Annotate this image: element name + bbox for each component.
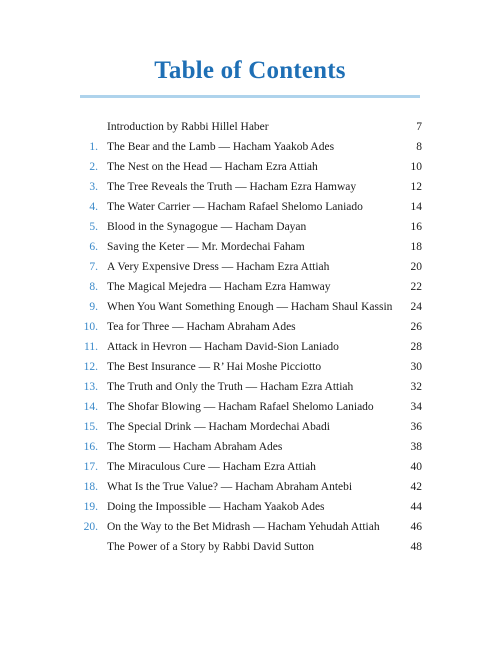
toc-entry-number: 10. — [83, 321, 98, 333]
toc-entry[interactable] — [0, 117, 500, 137]
toc-entry-title: The Shofar Blowing — Hacham Rafael Shelomo Laniado — [107, 401, 374, 413]
toc-entry-page: 42 — [410, 481, 422, 493]
toc-entry-title: Saving the Keter — Mr. Mordechai Faham — [107, 241, 305, 253]
toc-entry-number: 12. — [83, 361, 98, 373]
toc-entry-page: 46 — [410, 521, 422, 533]
toc-entry-page: 7 — [416, 121, 422, 133]
toc-entry-title: Introduction by Rabbi Hillel Haber — [107, 121, 269, 133]
toc-entry-page: 22 — [410, 281, 422, 293]
toc-entry[interactable] — [0, 377, 500, 397]
toc-entry-page: 18 — [410, 241, 422, 253]
toc-entry-number: 9. — [89, 301, 98, 313]
toc-entry-number: 8. — [89, 281, 98, 293]
toc-entry-title: The Bear and the Lamb — Hacham Yaakob Ades — [107, 141, 335, 153]
toc-entry-title: The Nest on the Head — Hacham Ezra Attiah — [107, 161, 318, 173]
toc-entry[interactable] — [0, 237, 500, 257]
toc-entry-number: 14. — [83, 401, 98, 413]
toc-entry-number: 11. — [84, 341, 98, 353]
toc-entry-page: 14 — [410, 201, 422, 213]
toc-entry-number: 17. — [83, 461, 98, 473]
toc-entry-number: 7. — [89, 261, 98, 273]
toc-entry[interactable] — [0, 277, 500, 297]
toc-entry-number: 5. — [89, 221, 98, 233]
toc-entry-number: 19. — [83, 501, 98, 513]
toc-entry-title: Attack in Hevron — Hacham David-Sion Laniado — [107, 341, 339, 353]
toc-entry-page: 36 — [410, 421, 422, 433]
toc-entry-title: Doing the Impossible — Hacham Yaakob Ades — [107, 501, 325, 513]
toc-entry[interactable] — [0, 437, 500, 457]
toc-entry-title: What Is the True Value? — Hacham Abraham Antebi — [107, 481, 353, 493]
toc-entry-number: 6. — [89, 241, 98, 253]
toc-entry-page: 12 — [410, 181, 422, 193]
toc-entry-number: 1. — [89, 141, 98, 153]
toc-entry-number: 3. — [89, 181, 98, 193]
toc-entry-title: The Tree Reveals the Truth — Hacham Ezra Hamway — [107, 181, 357, 193]
toc-entry[interactable] — [0, 177, 500, 197]
toc-entry-page: 40 — [410, 461, 422, 473]
toc-entry-title: The Best Insurance — R’ Hai Moshe Picciotto — [107, 361, 322, 373]
toc-entry[interactable] — [0, 257, 500, 277]
toc-entry-page: 26 — [410, 321, 422, 333]
toc-entry[interactable] — [0, 357, 500, 377]
toc-entry-page: 8 — [416, 141, 422, 153]
toc-entry-page: 16 — [410, 221, 422, 233]
toc-entry-page: 44 — [410, 501, 422, 513]
toc-entry-number: 2. — [89, 161, 98, 173]
toc-entry-title: When You Want Something Enough — Hacham Shaul Kassin — [107, 301, 393, 313]
toc-entry-title: A Very Expensive Dress — Hacham Ezra Attiah — [107, 261, 330, 273]
toc-entry-title: The Truth and Only the Truth — Hacham Ezra Attiah — [107, 381, 354, 393]
toc-entry-number: 4. — [89, 201, 98, 213]
toc-entry-title: Blood in the Synagogue — Hacham Dayan — [107, 221, 307, 233]
toc-entry-title: The Special Drink — Hacham Mordechai Abadi — [107, 421, 330, 433]
toc-entry[interactable] — [0, 337, 500, 357]
toc-entry-page: 48 — [410, 541, 422, 553]
toc-entry[interactable] — [0, 157, 500, 177]
toc-entry[interactable] — [0, 537, 500, 557]
toc-entry[interactable] — [0, 137, 500, 157]
toc-entry-page: 24 — [410, 301, 422, 313]
toc-entry-title: The Miraculous Cure — Hacham Ezra Attiah — [107, 461, 316, 473]
toc-entry-title: On the Way to the Bet Midrash — Hacham Yehudah Attiah — [107, 521, 380, 533]
toc-entry-page: 32 — [410, 381, 422, 393]
toc-entry-number: 13. — [83, 381, 98, 393]
toc-entry-page: 10 — [410, 161, 422, 173]
toc-entry[interactable] — [0, 497, 500, 517]
toc-entry-page: 20 — [410, 261, 422, 273]
toc-entry-number: 16. — [83, 441, 98, 453]
toc-entry-page: 30 — [410, 361, 422, 373]
toc-entry-number: 18. — [83, 481, 98, 493]
toc-entry-title: The Magical Mejedra — Hacham Ezra Hamway — [107, 281, 331, 293]
toc-entry[interactable] — [0, 217, 500, 237]
title-divider — [80, 95, 420, 98]
toc-entry-number: 20. — [83, 521, 98, 533]
toc-entry[interactable] — [0, 457, 500, 477]
toc-entry-title: The Water Carrier — Hacham Rafael Shelomo Laniado — [107, 201, 363, 213]
toc-entry[interactable] — [0, 297, 500, 317]
toc-entry[interactable] — [0, 397, 500, 417]
toc-entry[interactable] — [0, 517, 500, 537]
toc-entry[interactable] — [0, 197, 500, 217]
toc-entry-page: 38 — [410, 441, 422, 453]
page-title: Table of Contents — [154, 57, 346, 84]
toc-entry[interactable] — [0, 417, 500, 437]
toc-entry-title: The Storm — Hacham Abraham Ades — [107, 441, 283, 453]
toc-entry-page: 28 — [410, 341, 422, 353]
toc-entry-title: The Power of a Story by Rabbi David Sutton — [107, 541, 314, 553]
toc-entry[interactable] — [0, 477, 500, 497]
toc-list — [0, 117, 500, 557]
toc-entry-title: Tea for Three — Hacham Abraham Ades — [107, 321, 296, 333]
toc-entry-number: 15. — [83, 421, 98, 433]
toc-entry-page: 34 — [410, 401, 422, 413]
toc-entry[interactable] — [0, 317, 500, 337]
